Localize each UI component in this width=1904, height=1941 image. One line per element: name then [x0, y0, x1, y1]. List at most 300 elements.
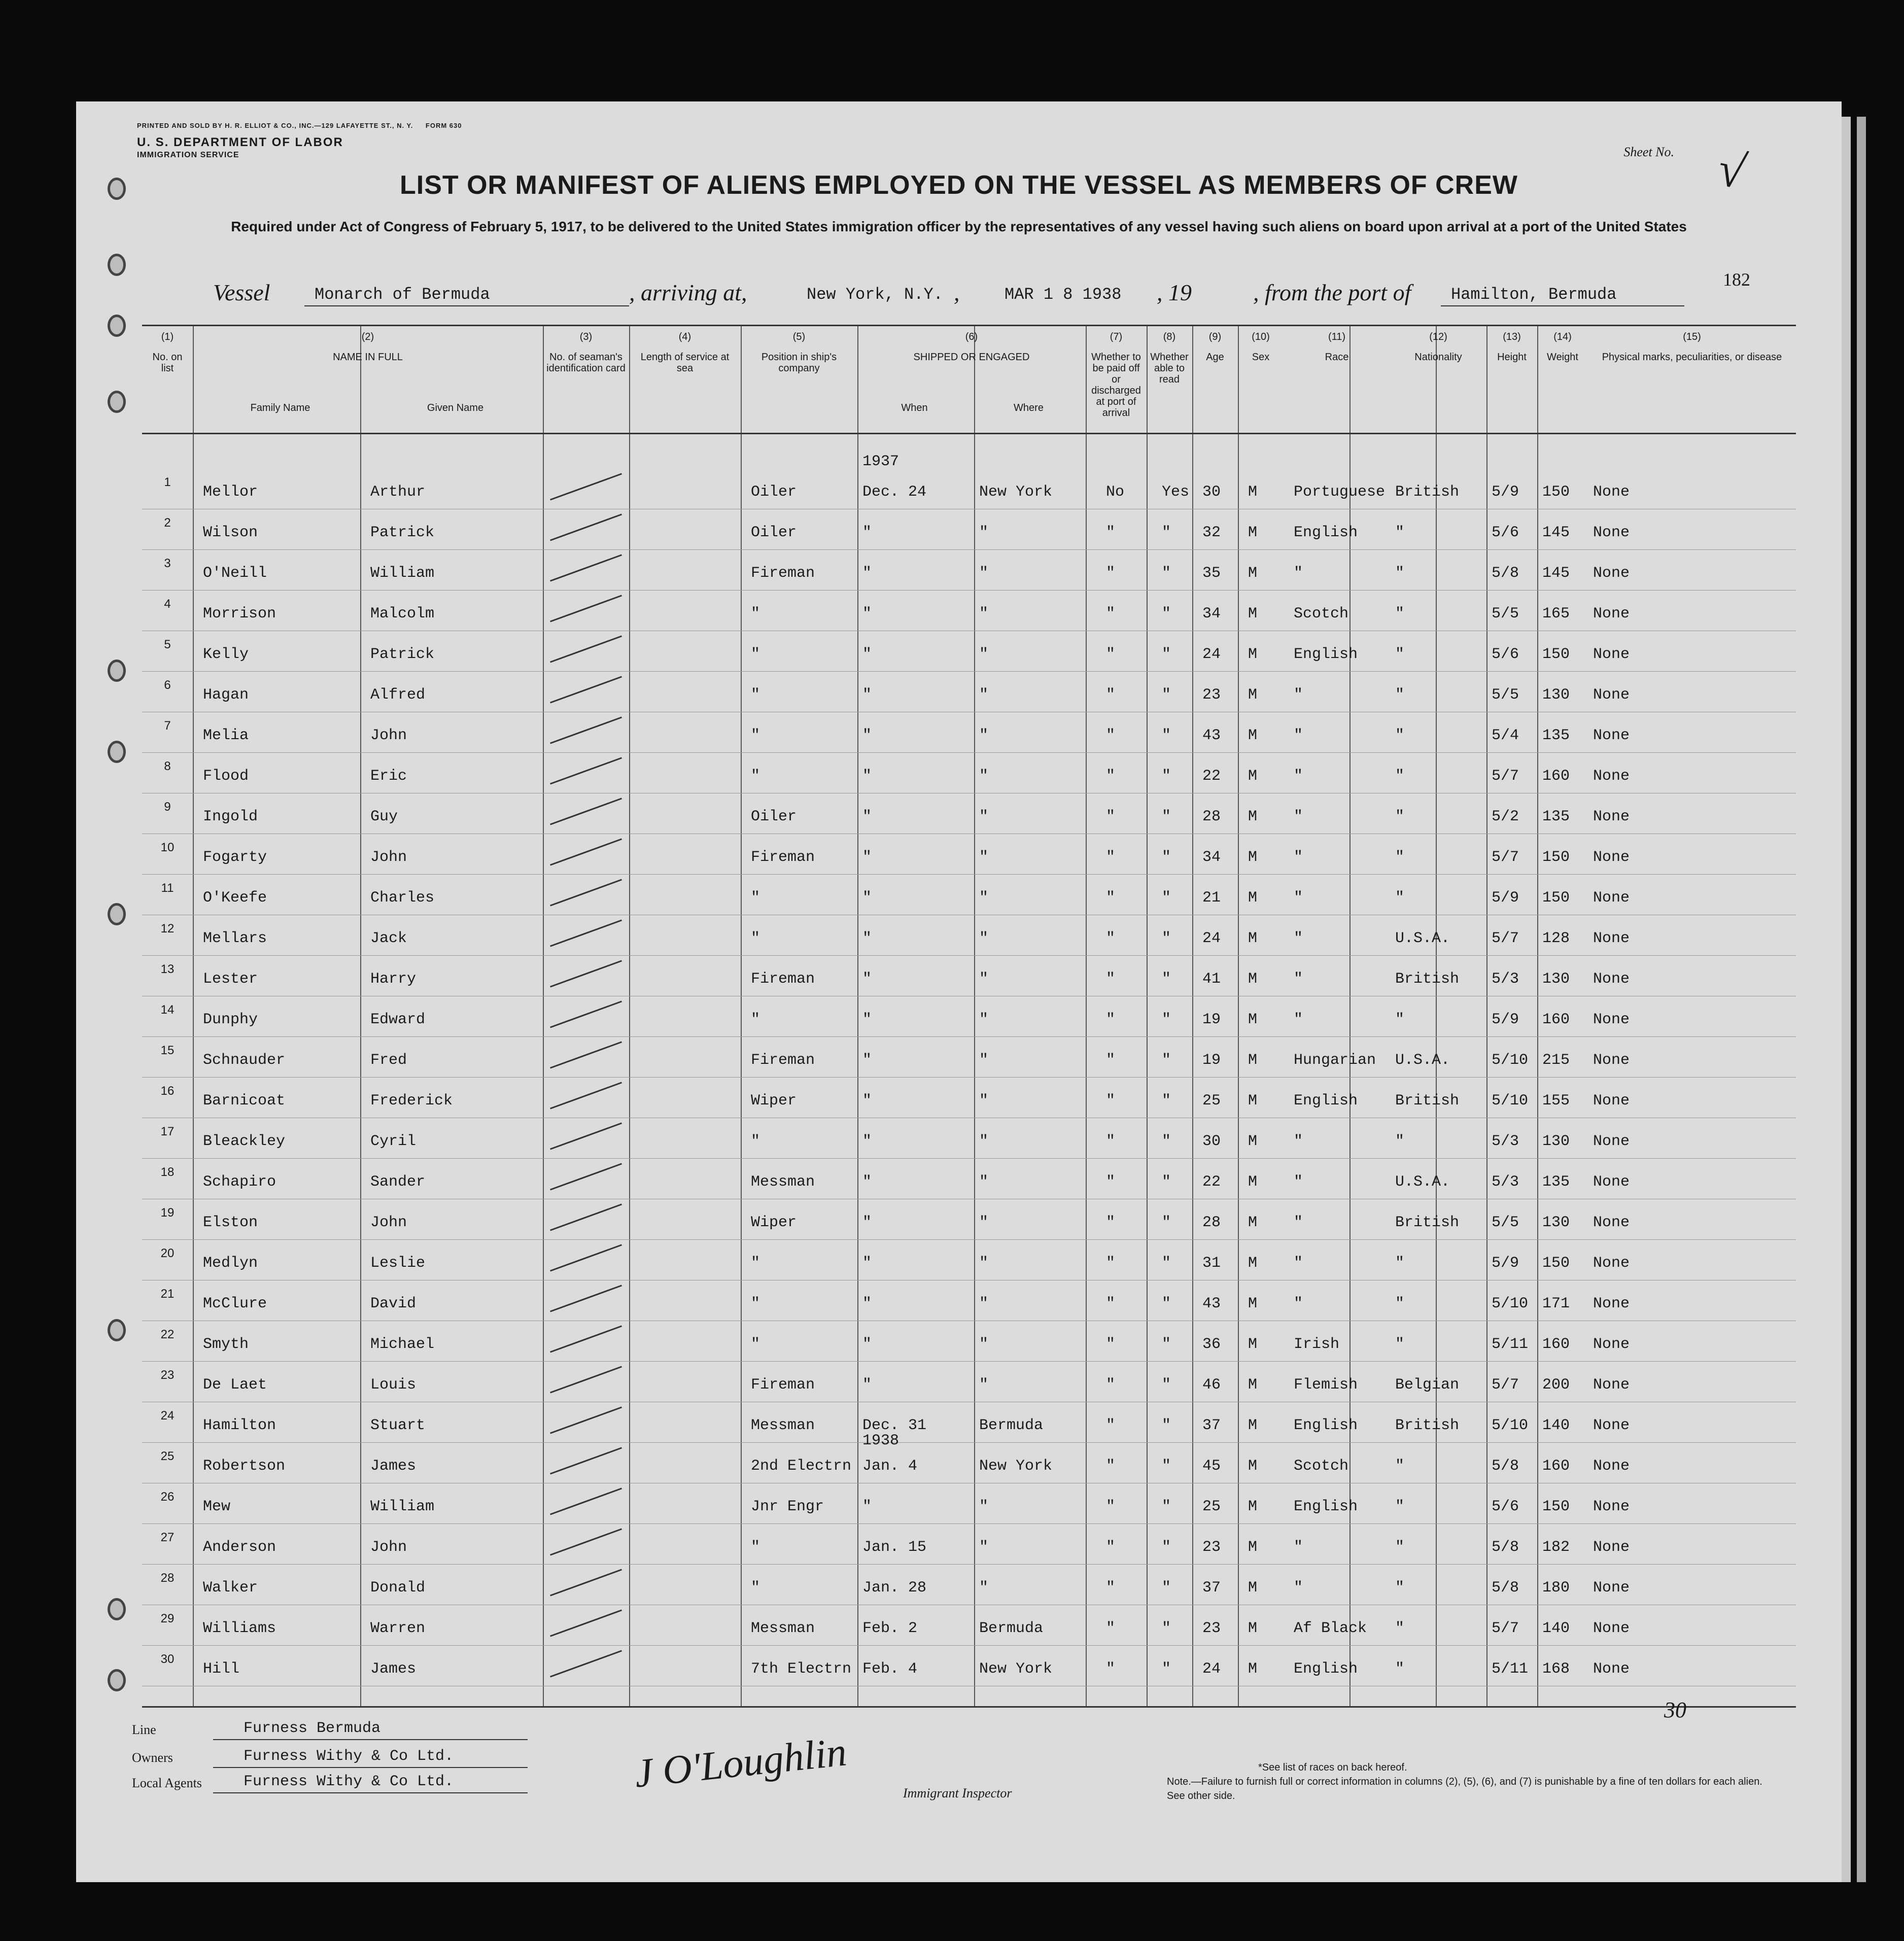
cell-where: "	[979, 849, 989, 866]
column-rule	[1086, 326, 1087, 1706]
row-rule	[142, 671, 1796, 672]
cell-when: "	[862, 1052, 872, 1069]
cell-race: "	[1294, 1255, 1303, 1272]
column-rule	[629, 326, 630, 1706]
cell-race: Scotch	[1294, 605, 1349, 622]
local-agents-value: Furness Withy & Co Ltd.	[244, 1773, 454, 1790]
cell-paid: "	[1106, 1579, 1116, 1597]
cell-no: 19	[160, 1206, 175, 1220]
row-rule	[142, 1523, 1796, 1524]
cell-when: "	[862, 1498, 872, 1515]
cell-weight: 130	[1542, 1214, 1570, 1231]
cell-age: 23	[1202, 1620, 1221, 1637]
cell-no: 25	[160, 1449, 175, 1463]
cell-paid: "	[1106, 1498, 1116, 1515]
cell-age: 24	[1202, 930, 1221, 947]
cell-family: Mew	[203, 1498, 231, 1515]
cell-no: 23	[160, 1368, 175, 1382]
cell-race: "	[1294, 727, 1303, 744]
cell-nationality: U.S.A.	[1395, 1173, 1450, 1191]
inspector-label: Immigrant Inspector	[903, 1786, 1012, 1800]
cell-sex: M	[1248, 1092, 1258, 1110]
cell-position: Fireman	[751, 1376, 815, 1394]
cell-when: Jan. 15	[862, 1539, 927, 1556]
cell-marks: None	[1593, 1336, 1630, 1353]
cell-sex: M	[1248, 565, 1258, 582]
cell-read: "	[1162, 1417, 1171, 1434]
cell-where: "	[979, 524, 989, 541]
cell-height: 5/6	[1492, 646, 1519, 663]
cell-age: 46	[1202, 1376, 1221, 1394]
cell-age: 19	[1202, 1052, 1221, 1069]
cell-height: 5/11	[1492, 1336, 1529, 1353]
cell-family: Mellor	[203, 483, 258, 501]
cell-given: Fred	[370, 1052, 407, 1069]
cell-nationality: "	[1395, 1620, 1405, 1637]
cell-marks: None	[1593, 1133, 1630, 1150]
cell-paid: "	[1106, 1133, 1116, 1150]
cell-family: De Laet	[203, 1376, 267, 1394]
cell-family: Walker	[203, 1579, 258, 1597]
cell-weight: 150	[1542, 1498, 1570, 1515]
cell-family: Elston	[203, 1214, 258, 1231]
cell-nationality: U.S.A.	[1395, 930, 1450, 947]
page-edge	[1842, 117, 1851, 1882]
card-check-mark	[550, 473, 622, 500]
cell-read: "	[1162, 1011, 1171, 1028]
cell-marks: None	[1593, 646, 1630, 663]
column-number: (7)	[1110, 331, 1123, 342]
cell-where: "	[979, 1173, 989, 1191]
column-number: (5)	[792, 331, 806, 342]
cell-age: 34	[1202, 849, 1221, 866]
cell-race: English	[1294, 1498, 1358, 1515]
cell-when: "	[862, 1255, 872, 1272]
cell-height: 5/5	[1492, 686, 1519, 704]
cell-given: Michael	[370, 1336, 435, 1353]
cell-nationality: "	[1395, 1336, 1405, 1353]
cell-family: Smyth	[203, 1336, 249, 1353]
cell-position: Fireman	[751, 970, 815, 988]
cell-weight: 150	[1542, 1255, 1570, 1272]
cell-position: "	[751, 889, 760, 907]
cell-height: 5/3	[1492, 1173, 1519, 1191]
card-check-mark	[550, 1406, 622, 1434]
cell-weight: 140	[1542, 1417, 1570, 1434]
cell-when: "	[862, 930, 872, 947]
cell-race: "	[1294, 1295, 1303, 1312]
underline	[1441, 305, 1684, 306]
cell-race: "	[1294, 1579, 1303, 1597]
cell-paid: "	[1106, 1458, 1116, 1475]
cell-where: "	[979, 1214, 989, 1231]
cell-where: "	[979, 686, 989, 704]
cell-position: "	[751, 727, 760, 744]
crew-table	[142, 325, 1796, 1708]
cell-marks: None	[1593, 1173, 1630, 1191]
cell-height: 5/10	[1492, 1295, 1529, 1312]
cell-sex: M	[1248, 1498, 1258, 1515]
row-rule	[142, 1036, 1796, 1037]
cell-sex: M	[1248, 1336, 1258, 1353]
printer-credit: PRINTED AND SOLD BY H. R. ELLIOT & CO., INC.—129 LAFAYETTE ST., N. Y. FORM 630	[137, 122, 462, 129]
cell-no: 3	[164, 557, 171, 570]
row-rule	[142, 752, 1796, 753]
cell-weight: 180	[1542, 1579, 1570, 1597]
cell-paid: "	[1106, 1173, 1116, 1191]
cell-paid: "	[1106, 565, 1116, 582]
cell-sex: M	[1248, 1376, 1258, 1394]
vessel-info-row	[213, 279, 1684, 309]
cell-age: 37	[1202, 1579, 1221, 1597]
cell-marks: None	[1593, 1579, 1630, 1597]
column-header: Whether able to read	[1150, 352, 1189, 385]
card-check-mark	[550, 798, 622, 825]
cell-family: Hagan	[203, 686, 249, 704]
column-rule	[1436, 326, 1437, 1706]
penalty-note: Note.—Failure to furnish full or correct information in columns (2), (5), (6), and (7) is punishable by a fine of ten dollars for each alien. See other side.	[1167, 1776, 1762, 1801]
cell-no: 29	[160, 1612, 175, 1625]
column-number: (12)	[1429, 331, 1447, 342]
cell-read: "	[1162, 686, 1171, 704]
card-check-mark	[550, 716, 622, 744]
year-note: 1938	[862, 1432, 899, 1449]
card-check-mark	[550, 757, 622, 784]
cell-position: "	[751, 646, 760, 663]
card-check-mark	[550, 1487, 622, 1515]
cell-height: 5/3	[1492, 1133, 1519, 1150]
cell-given: Eric	[370, 768, 407, 785]
card-check-mark	[550, 1285, 622, 1312]
cell-height: 5/10	[1492, 1052, 1529, 1069]
cell-weight: 215	[1542, 1052, 1570, 1069]
cell-sex: M	[1248, 1620, 1258, 1637]
footer-note	[1167, 1760, 1776, 1803]
cell-age: 24	[1202, 646, 1221, 663]
cell-position: Fireman	[751, 849, 815, 866]
cell-no: 30	[160, 1652, 175, 1666]
cell-race: "	[1294, 1011, 1303, 1028]
cell-height: 5/7	[1492, 768, 1519, 785]
cell-weight: 130	[1542, 686, 1570, 704]
cell-when: "	[862, 524, 872, 541]
cell-position: Fireman	[751, 1052, 815, 1069]
cell-sex: M	[1248, 1133, 1258, 1150]
cell-age: 23	[1202, 1539, 1221, 1556]
cell-nationality: "	[1395, 849, 1405, 866]
column-header: Age	[1206, 352, 1224, 363]
cell-height: 5/9	[1492, 1255, 1519, 1272]
line-label: Line	[132, 1722, 156, 1737]
cell-where: "	[979, 727, 989, 744]
cell-race: "	[1294, 849, 1303, 866]
cell-family: Dunphy	[203, 1011, 258, 1028]
row-rule	[142, 590, 1796, 591]
departure-port: Hamilton, Bermuda	[1451, 285, 1617, 304]
cell-marks: None	[1593, 1417, 1630, 1434]
column-number: (6)	[965, 331, 978, 342]
cell-given: Cyril	[370, 1133, 417, 1150]
cell-when: Dec. 31	[862, 1417, 927, 1434]
races-note: *See list of races on back hereof.	[1258, 1762, 1407, 1773]
cell-no: 24	[160, 1409, 175, 1423]
cell-read: "	[1162, 1214, 1171, 1231]
cell-sex: M	[1248, 1173, 1258, 1191]
cell-position: Jnr Engr	[751, 1498, 824, 1515]
vessel-label: Vessel	[213, 280, 270, 305]
cell-nationality: British	[1395, 1417, 1460, 1434]
page-edge	[1857, 117, 1866, 1882]
cell-marks: None	[1593, 768, 1630, 785]
cell-paid: "	[1106, 808, 1116, 825]
cell-position: Oiler	[751, 483, 797, 501]
column-rule	[1192, 326, 1193, 1706]
cell-read: "	[1162, 1579, 1171, 1597]
column-number: (15)	[1683, 331, 1701, 342]
underline	[213, 1739, 528, 1740]
punch-hole	[108, 254, 126, 276]
cell-given: Patrick	[370, 524, 435, 541]
cell-no: 16	[160, 1084, 175, 1098]
cell-no: 5	[164, 638, 171, 651]
column-header: Physical marks, peculiarities, or disease	[1602, 352, 1782, 363]
cell-race: English	[1294, 1092, 1358, 1110]
cell-given: Guy	[370, 808, 398, 825]
cell-race: "	[1294, 1539, 1303, 1556]
row-rule	[142, 1239, 1796, 1240]
cell-age: 19	[1202, 1011, 1221, 1028]
cell-no: 7	[164, 719, 171, 733]
cell-when: Feb. 2	[862, 1620, 918, 1637]
cell-race: Irish	[1294, 1336, 1340, 1353]
column-number: (8)	[1163, 331, 1176, 342]
cell-weight: 145	[1542, 524, 1570, 541]
cell-family: McClure	[203, 1295, 267, 1312]
cell-height: 5/7	[1492, 1620, 1519, 1637]
card-check-mark	[550, 595, 622, 622]
cell-position: "	[751, 1295, 760, 1312]
column-subheader: When	[901, 402, 928, 413]
cell-read: "	[1162, 1295, 1171, 1312]
cell-read: Yes	[1162, 483, 1190, 501]
cell-sex: M	[1248, 1417, 1258, 1434]
cell-nationality: "	[1395, 646, 1405, 663]
cell-paid: "	[1106, 849, 1116, 866]
cell-where: "	[979, 646, 989, 663]
cell-paid: "	[1106, 970, 1116, 988]
cell-marks: None	[1593, 970, 1630, 988]
cell-nationality: "	[1395, 1011, 1405, 1028]
cell-race: Af Black	[1294, 1620, 1367, 1637]
cell-weight: 200	[1542, 1376, 1570, 1394]
card-check-mark	[550, 1041, 622, 1068]
cell-when: "	[862, 1011, 872, 1028]
column-number: (13)	[1503, 331, 1521, 342]
cell-where: "	[979, 1133, 989, 1150]
column-rule	[1238, 326, 1239, 1706]
cell-family: Hamilton	[203, 1417, 276, 1434]
cell-height: 5/4	[1492, 727, 1519, 744]
cell-marks: None	[1593, 1214, 1630, 1231]
cell-age: 28	[1202, 1214, 1221, 1231]
column-header: Position in ship's company	[761, 352, 837, 374]
cell-marks: None	[1593, 727, 1630, 744]
cell-marks: None	[1593, 1539, 1630, 1556]
card-check-mark	[550, 1244, 622, 1271]
card-check-mark	[550, 1203, 622, 1231]
cell-weight: 150	[1542, 483, 1570, 501]
cell-sex: M	[1248, 1214, 1258, 1231]
cell-read: "	[1162, 1255, 1171, 1272]
cell-height: 5/5	[1492, 1214, 1519, 1231]
cell-height: 5/10	[1492, 1092, 1529, 1110]
cell-no: 21	[160, 1287, 175, 1301]
cell-nationality: "	[1395, 727, 1405, 744]
column-rule	[1537, 326, 1538, 1706]
cell-sex: M	[1248, 970, 1258, 988]
cell-paid: "	[1106, 686, 1116, 704]
card-check-mark	[550, 1366, 622, 1393]
column-rule	[193, 326, 194, 1706]
cell-family: Bleackley	[203, 1133, 286, 1150]
column-subheader: Where	[1014, 402, 1044, 413]
cell-paid: "	[1106, 768, 1116, 785]
column-header: Height	[1497, 352, 1527, 363]
cell-when: "	[862, 727, 872, 744]
card-check-mark	[550, 879, 622, 906]
cell-no: 9	[164, 800, 171, 814]
cell-sex: M	[1248, 727, 1258, 744]
punch-hole	[108, 1669, 126, 1691]
cell-marks: None	[1593, 605, 1630, 622]
card-check-mark	[550, 1325, 622, 1353]
cell-given: Arthur	[370, 483, 426, 501]
cell-family: Lester	[203, 970, 258, 988]
cell-nationality: "	[1395, 1458, 1405, 1475]
cell-race: English	[1294, 524, 1358, 541]
cell-position: "	[751, 686, 760, 704]
cell-read: "	[1162, 646, 1171, 663]
column-number: (1)	[161, 331, 174, 342]
cell-where: Bermuda	[979, 1417, 1044, 1434]
cell-nationality: British	[1395, 970, 1460, 988]
punch-hole	[108, 903, 126, 925]
cell-when: Dec. 24	[862, 483, 927, 501]
cell-given: John	[370, 1539, 407, 1556]
cell-age: 24	[1202, 1660, 1221, 1678]
cell-marks: None	[1593, 1011, 1630, 1028]
cell-read: "	[1162, 1173, 1171, 1191]
column-number: (11)	[1328, 331, 1346, 342]
cell-when: "	[862, 970, 872, 988]
cell-position: "	[751, 768, 760, 785]
cell-no: 2	[164, 516, 171, 530]
cell-family: Medlyn	[203, 1255, 258, 1272]
cell-nationality: "	[1395, 1255, 1405, 1272]
cell-marks: None	[1593, 565, 1630, 582]
cell-read: "	[1162, 1376, 1171, 1394]
cell-sex: M	[1248, 889, 1258, 907]
card-check-mark	[550, 960, 622, 987]
card-check-mark	[550, 554, 622, 581]
cell-when: "	[862, 1173, 872, 1191]
cell-sex: M	[1248, 1458, 1258, 1475]
cell-weight: 150	[1542, 889, 1570, 907]
page-number: 182	[1723, 269, 1750, 290]
cell-read: "	[1162, 1092, 1171, 1110]
cell-sex: M	[1248, 524, 1258, 541]
cell-when: Jan. 4	[862, 1458, 918, 1475]
cell-read: "	[1162, 889, 1171, 907]
cell-position: "	[751, 605, 760, 622]
cell-position: 2nd Electrn	[751, 1458, 852, 1475]
cell-given: William	[370, 565, 435, 582]
cell-when: Jan. 28	[862, 1579, 927, 1597]
cell-no: 1	[164, 475, 171, 489]
inspector-signature: J O'Loughlin	[632, 1729, 849, 1796]
cell-where: "	[979, 1255, 989, 1272]
cell-where: "	[979, 930, 989, 947]
cell-where: "	[979, 1295, 989, 1312]
cell-given: Edward	[370, 1011, 426, 1028]
cell-position: "	[751, 1255, 760, 1272]
cell-when: "	[862, 1295, 872, 1312]
cell-sex: M	[1248, 768, 1258, 785]
cell-paid: "	[1106, 1052, 1116, 1069]
card-check-mark	[550, 1447, 622, 1474]
cell-age: 22	[1202, 1173, 1221, 1191]
cell-position: Messman	[751, 1620, 815, 1637]
cell-paid: "	[1106, 1376, 1116, 1394]
cell-height: 5/6	[1492, 524, 1519, 541]
cell-age: 34	[1202, 605, 1221, 622]
cell-given: John	[370, 727, 407, 744]
document-title: LIST OR MANIFEST OF ALIENS EMPLOYED ON THE VESSEL AS MEMBERS OF CREW	[400, 170, 1518, 200]
cell-where: "	[979, 808, 989, 825]
date-separator: ,	[954, 280, 960, 305]
column-number: (4)	[678, 331, 691, 342]
cell-nationality: "	[1395, 686, 1405, 704]
card-check-mark	[550, 1569, 622, 1596]
cell-race: "	[1294, 686, 1303, 704]
cell-height: 5/11	[1492, 1660, 1529, 1678]
cell-when: "	[862, 1214, 872, 1231]
row-rule	[142, 1645, 1796, 1646]
cell-read: "	[1162, 1458, 1171, 1475]
cell-weight: 130	[1542, 970, 1570, 988]
column-rule	[543, 326, 544, 1706]
cell-sex: M	[1248, 849, 1258, 866]
cell-family: O'Neill	[203, 565, 267, 582]
cell-nationality: "	[1395, 1133, 1405, 1150]
cell-age: 43	[1202, 727, 1221, 744]
cell-when: Feb. 4	[862, 1660, 918, 1678]
column-rule	[741, 326, 742, 1706]
cell-family: Morrison	[203, 605, 276, 622]
cell-weight: 155	[1542, 1092, 1570, 1110]
cell-read: "	[1162, 1133, 1171, 1150]
cell-weight: 135	[1542, 808, 1570, 825]
cell-age: 23	[1202, 686, 1221, 704]
column-header: Length of service at sea	[640, 352, 730, 374]
cell-weight: 165	[1542, 605, 1570, 622]
underline	[213, 1792, 528, 1793]
cell-race: Hungarian	[1294, 1052, 1376, 1069]
column-header: SHIPPED OR ENGAGED	[913, 352, 1030, 363]
cell-paid: "	[1106, 930, 1116, 947]
cell-read: "	[1162, 1620, 1171, 1637]
column-rule	[857, 326, 858, 1706]
